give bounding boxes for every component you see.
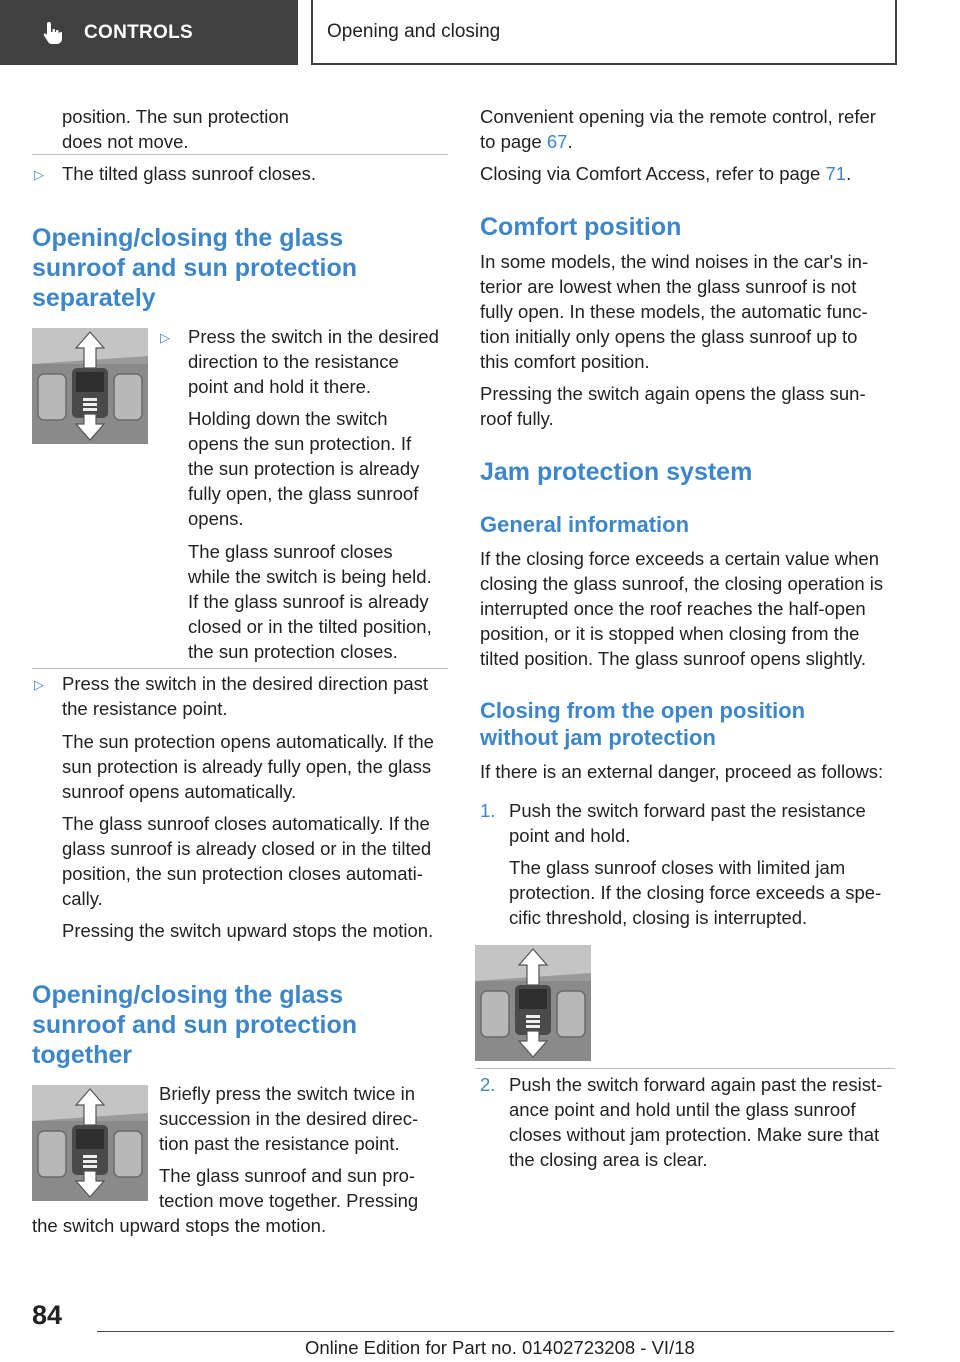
page-link-67[interactable]: 67 <box>546 131 568 152</box>
switch-illustration <box>475 945 591 1061</box>
heading-together <box>32 980 357 1070</box>
text-line: sunroof opens automatically. <box>62 781 297 802</box>
step-number: 1. <box>480 800 496 821</box>
text-line: tion past the resistance point. <box>159 1133 400 1154</box>
switch-illustration <box>32 328 148 444</box>
text-line: If the closing force exceeds a certain value when <box>480 548 880 569</box>
step-2-text <box>509 1072 882 1172</box>
together-paragraph-1 <box>159 1081 418 1156</box>
text-line: Holding down the switch <box>188 408 388 429</box>
comfort-access-reference <box>480 161 851 186</box>
text-fragment: Closing via Comfort Access, refer to page <box>480 163 826 184</box>
text-line: In some models, the wind noises in the car's in- <box>480 251 869 272</box>
text-line: The glass sunroof closes with limited jam <box>509 857 846 878</box>
text-line: closes without jam protection. Make sure that <box>509 1124 880 1145</box>
section-title: CONTROLS <box>84 21 194 43</box>
text-line: opens. <box>188 508 244 529</box>
bullet-tilted-closes: The tilted glass sunroof closes. <box>62 163 316 184</box>
text-line: does not move. <box>62 131 189 152</box>
chapter-tab <box>311 0 897 65</box>
text-line: tion initially only opens the glass sunroof up to <box>480 326 858 347</box>
heading-line: sunroof and sun protection <box>32 254 357 282</box>
bullet-triangle-icon: ▷ <box>34 677 44 692</box>
text-line: position. The sun protection <box>62 106 289 127</box>
text-line: the sun protection closes. <box>188 641 398 662</box>
heading-line: separately <box>32 284 156 312</box>
heading-closing-open-position <box>480 697 805 751</box>
auto-paragraph-3 <box>62 811 431 911</box>
text-line: cally. <box>62 888 103 909</box>
heading-separately <box>32 223 357 313</box>
text-line: ance point and hold until the glass sunroof <box>509 1099 856 1120</box>
text-line: closed or in the tilted position, <box>188 616 432 637</box>
text-fragment: . <box>567 131 573 152</box>
hold-paragraph-3 <box>188 539 432 664</box>
text-line: Press the switch in the desired <box>188 326 439 347</box>
text-line: Push the switch forward again past the resist- <box>509 1074 883 1095</box>
text-line: Press the switch in the desired direction past <box>62 673 429 694</box>
heading-line: Opening/closing the glass <box>32 224 344 252</box>
intro-text <box>62 104 289 154</box>
text-line: roof fully. <box>480 408 554 429</box>
text-line: The glass sunroof closes automatically. If the <box>62 813 430 834</box>
page-link-71[interactable]: 71 <box>825 163 847 184</box>
bullet-hold-text <box>188 324 439 399</box>
footer-rule <box>97 1331 894 1332</box>
bullet-triangle-icon: ▷ <box>34 167 44 182</box>
general-paragraph <box>480 546 883 671</box>
text-line: fully open. In these models, the automatic func- <box>480 301 868 322</box>
heading-line: together <box>32 1041 132 1069</box>
bullet-triangle-icon: ▷ <box>160 330 170 345</box>
text-line: interrupted once the roof reaches the half-open <box>480 598 866 619</box>
step-number: 2. <box>480 1074 496 1095</box>
text-line: closing the glass sunroof, the closing operation is <box>480 573 884 594</box>
heading-line: without jam protection <box>480 725 716 750</box>
text-fragment: to page <box>480 131 547 152</box>
edition-note: Online Edition for Part no. 01402723208 - VI/18 <box>305 1337 695 1358</box>
text-line: Pressing the switch again opens the glass sun- <box>480 383 866 404</box>
step-1-paragraph-2 <box>509 855 881 930</box>
chapter-title: Opening and closing <box>327 20 501 42</box>
comfort-paragraph-1 <box>480 249 868 374</box>
text-line: position, the sun protection closes automati- <box>62 863 423 884</box>
text-line: the closing area is clear. <box>509 1149 708 1170</box>
closing-intro: If there is an external danger, proceed as follows: <box>480 761 884 782</box>
comfort-paragraph-2 <box>480 381 866 431</box>
text-line: terior are lowest when the glass sunroof is not <box>480 276 857 297</box>
text-line: fully open, the glass sunroof <box>188 483 419 504</box>
text-line: succession in the desired direc- <box>159 1108 419 1129</box>
text-line <box>480 129 876 154</box>
text-line: the resistance point. <box>62 698 228 719</box>
text-line: tection move together. Pressing <box>159 1190 419 1211</box>
remote-control-reference <box>480 104 876 154</box>
divider <box>475 1068 895 1069</box>
text-line: protection. If the closing force exceeds a spe- <box>509 882 882 903</box>
hold-paragraph-2 <box>188 406 419 531</box>
page-number: 84 <box>32 1300 63 1330</box>
text-line: the sun protection is already <box>188 458 420 479</box>
section-tab <box>0 0 298 65</box>
text-line: cific threshold, closing is interrupted. <box>509 907 808 928</box>
step-1-text <box>509 798 866 848</box>
text-line: point and hold it there. <box>188 376 372 397</box>
auto-paragraph-2 <box>62 729 434 804</box>
text-line: tilted position. The glass sunroof opens slightly. <box>480 648 866 669</box>
together-paragraph-2-end: the switch upward stops the motion. <box>32 1215 327 1236</box>
text-line: If the glass sunroof is already <box>188 591 429 612</box>
heading-line: sunroof and sun protection <box>32 1011 357 1039</box>
text-fragment: . <box>846 163 852 184</box>
text-line: glass sunroof is already closed or in the tilted <box>62 838 432 859</box>
switch-illustration <box>32 1085 148 1201</box>
text-line: The glass sunroof and sun pro- <box>159 1165 416 1186</box>
text-line: sun protection is already fully open, the glass <box>62 756 432 777</box>
text-line: The glass sunroof closes <box>188 541 393 562</box>
divider <box>32 668 448 669</box>
together-paragraph-2 <box>159 1163 418 1213</box>
heading-comfort-position: Comfort position <box>480 213 682 241</box>
bullet-past-resistance <box>62 671 428 721</box>
text-line: Push the switch forward past the resistance <box>509 800 866 821</box>
heading-line: Closing from the open position <box>480 698 806 723</box>
text-line: position, or it is stopped when closing from the <box>480 623 860 644</box>
text-line: while the switch is being held. <box>188 566 432 587</box>
hand-icon <box>40 20 66 46</box>
text-line: Convenient opening via the remote control, refer <box>480 106 876 127</box>
heading-jam-protection: Jam protection system <box>480 458 753 486</box>
text-line: The sun protection opens automatically. If the <box>62 731 434 752</box>
text-line: Briefly press the switch twice in <box>159 1083 416 1104</box>
divider <box>32 154 448 155</box>
text-line: point and hold. <box>509 825 631 846</box>
text-line: opens the sun protection. If <box>188 433 412 454</box>
text-line: this comfort position. <box>480 351 650 372</box>
text-line: direction to the resistance <box>188 351 399 372</box>
heading-line: Opening/closing the glass <box>32 981 344 1009</box>
heading-general-information: General information <box>480 512 690 537</box>
auto-paragraph-4: Pressing the switch upward stops the motion. <box>62 920 434 941</box>
